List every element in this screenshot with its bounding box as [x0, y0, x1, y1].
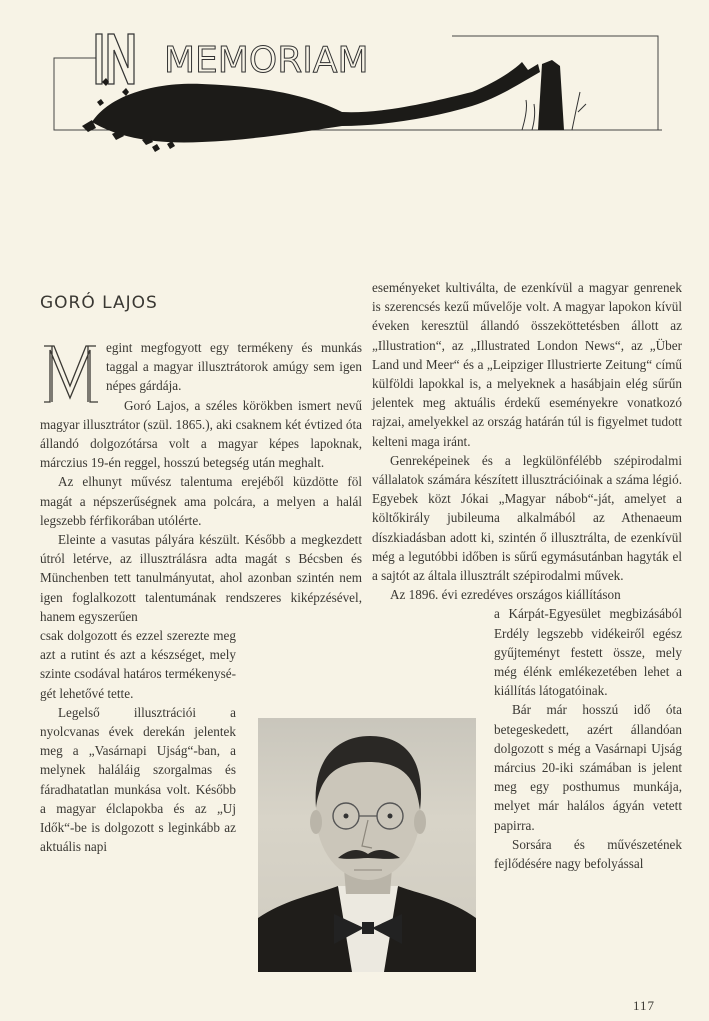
portrait-man-icon	[258, 718, 476, 972]
paragraph: Bár már hosszú idő óta betegeskedett, azért állandóan dolgozott s még a Vasárnapi Ujság március 20-iki számában is jelent meg egy posthumus munkája, melyet már halálos ágyán vetett papirra.	[494, 702, 682, 833]
paragraph: Az 1896. évi ezredéves országos kiállításon	[390, 587, 621, 603]
in-memoriam-banner	[52, 22, 662, 152]
article-title: GORÓ LAJOS	[40, 293, 158, 314]
paragraph-continuation: eseményeket kultiválta, de ezenkívül a magyar genrenek is szerencsés kezű művelője volt. A magyar lapokon kívül éveken keresztül állandó összeköttetésben állott az „Illustration“, az „Illustrated London News“, az „Über Land und Meer“ és a „Leipziger Illustrierte Zeitung“ című külföldi lapokkal is, a melyeknek a hasábjain elég sűrűn jelentek meg aktuális érdekű eseményekre vonatkozó rajzai, amelyekkel az ország határán túl is figyelmet tudott kelteni maga iránt.	[372, 280, 682, 449]
page-number: 117	[633, 998, 656, 1013]
narrow-text-block	[494, 604, 682, 873]
paragraph-text: egint megfogyott egy termékeny és munkás taggal a magyar illusztrátorok amúgy sem igen népes gárdája.	[106, 340, 362, 394]
svg-text:MEMORIAM: MEMORIAM	[164, 40, 369, 81]
paragraph: Az elhunyt művész talentuma erejéből küzdötte föl magát a népszerűségnek ama polcára, a melyen a halál legszebb férfikorában utólérte.	[40, 474, 362, 528]
paragraph: Sorsára és művészetének fejlődésére nagy befolyással	[494, 836, 682, 872]
paragraph: Legelső illusztrációi a nyolcvanas évek derekán jelentek meg a „Vasárnapi Ujság“-ban, a melynek haláláig szorgalmas és fáradhatatlan munkása volt. Később a magyar élclapokba és az „Uj Idők“-be is dolgozott s leginkább az aktuális napi	[40, 704, 236, 855]
portrait-photo	[258, 718, 476, 972]
dropcap-m-icon	[40, 340, 100, 404]
paragraph-continuation: a Kárpát-Egyesület megbizásából Erdély legszebb vidékeiről egész gyűjteményt festett össze, mely még élénk emlékezetében lehet a kiállítás látogatóinak.	[494, 606, 682, 699]
in-memoriam-illustration-icon	[52, 22, 662, 152]
opening-paragraph	[40, 338, 362, 396]
paragraph-continuation: csak dolgozott és ezzel szerezte meg azt a rutint és azt a készséget, mely szinte csodával határos termékenységét lehetővé tette.	[40, 628, 236, 701]
paragraph: Goró Lajos, a széles körökben ismert nevű magyar illusztrátor (szül. 1865.), aki csaknem két évtized óta állandó dolgozótársa volt a magyar képes lapoknak, márczius 19-én reggel, hosszú betegség után meghalt.	[40, 397, 362, 471]
narrow-text-block	[40, 626, 236, 856]
paragraph: Eleinte a vasutas pályára készült. Később a megkezdett útról letérve, az illusztrálásra adta magát s Bécsben és Münchenben tett tanulmányutat, ahol azonban szintén nem igen foglalkozott talentumának rendszeres kiképzésével, hanem egyszerűen	[40, 532, 362, 624]
paragraph: Genreképeinek és a legkülönfélébb szépirodalmi vállalatok számára készített illusztrációinak a száma légió. Egyebek közt Jókai „Magyar nábob“-ját, amelyet a költőkirály jubileuma alkalmából az Athenaeum díszkiadásban adott ki, szintén ő illusztrálta, de ezenkívül még a legutóbbi időben is sűrű egymásutánban hagyták el a sajtót az általa illusztrált szépirodalmi művek.	[372, 452, 682, 584]
